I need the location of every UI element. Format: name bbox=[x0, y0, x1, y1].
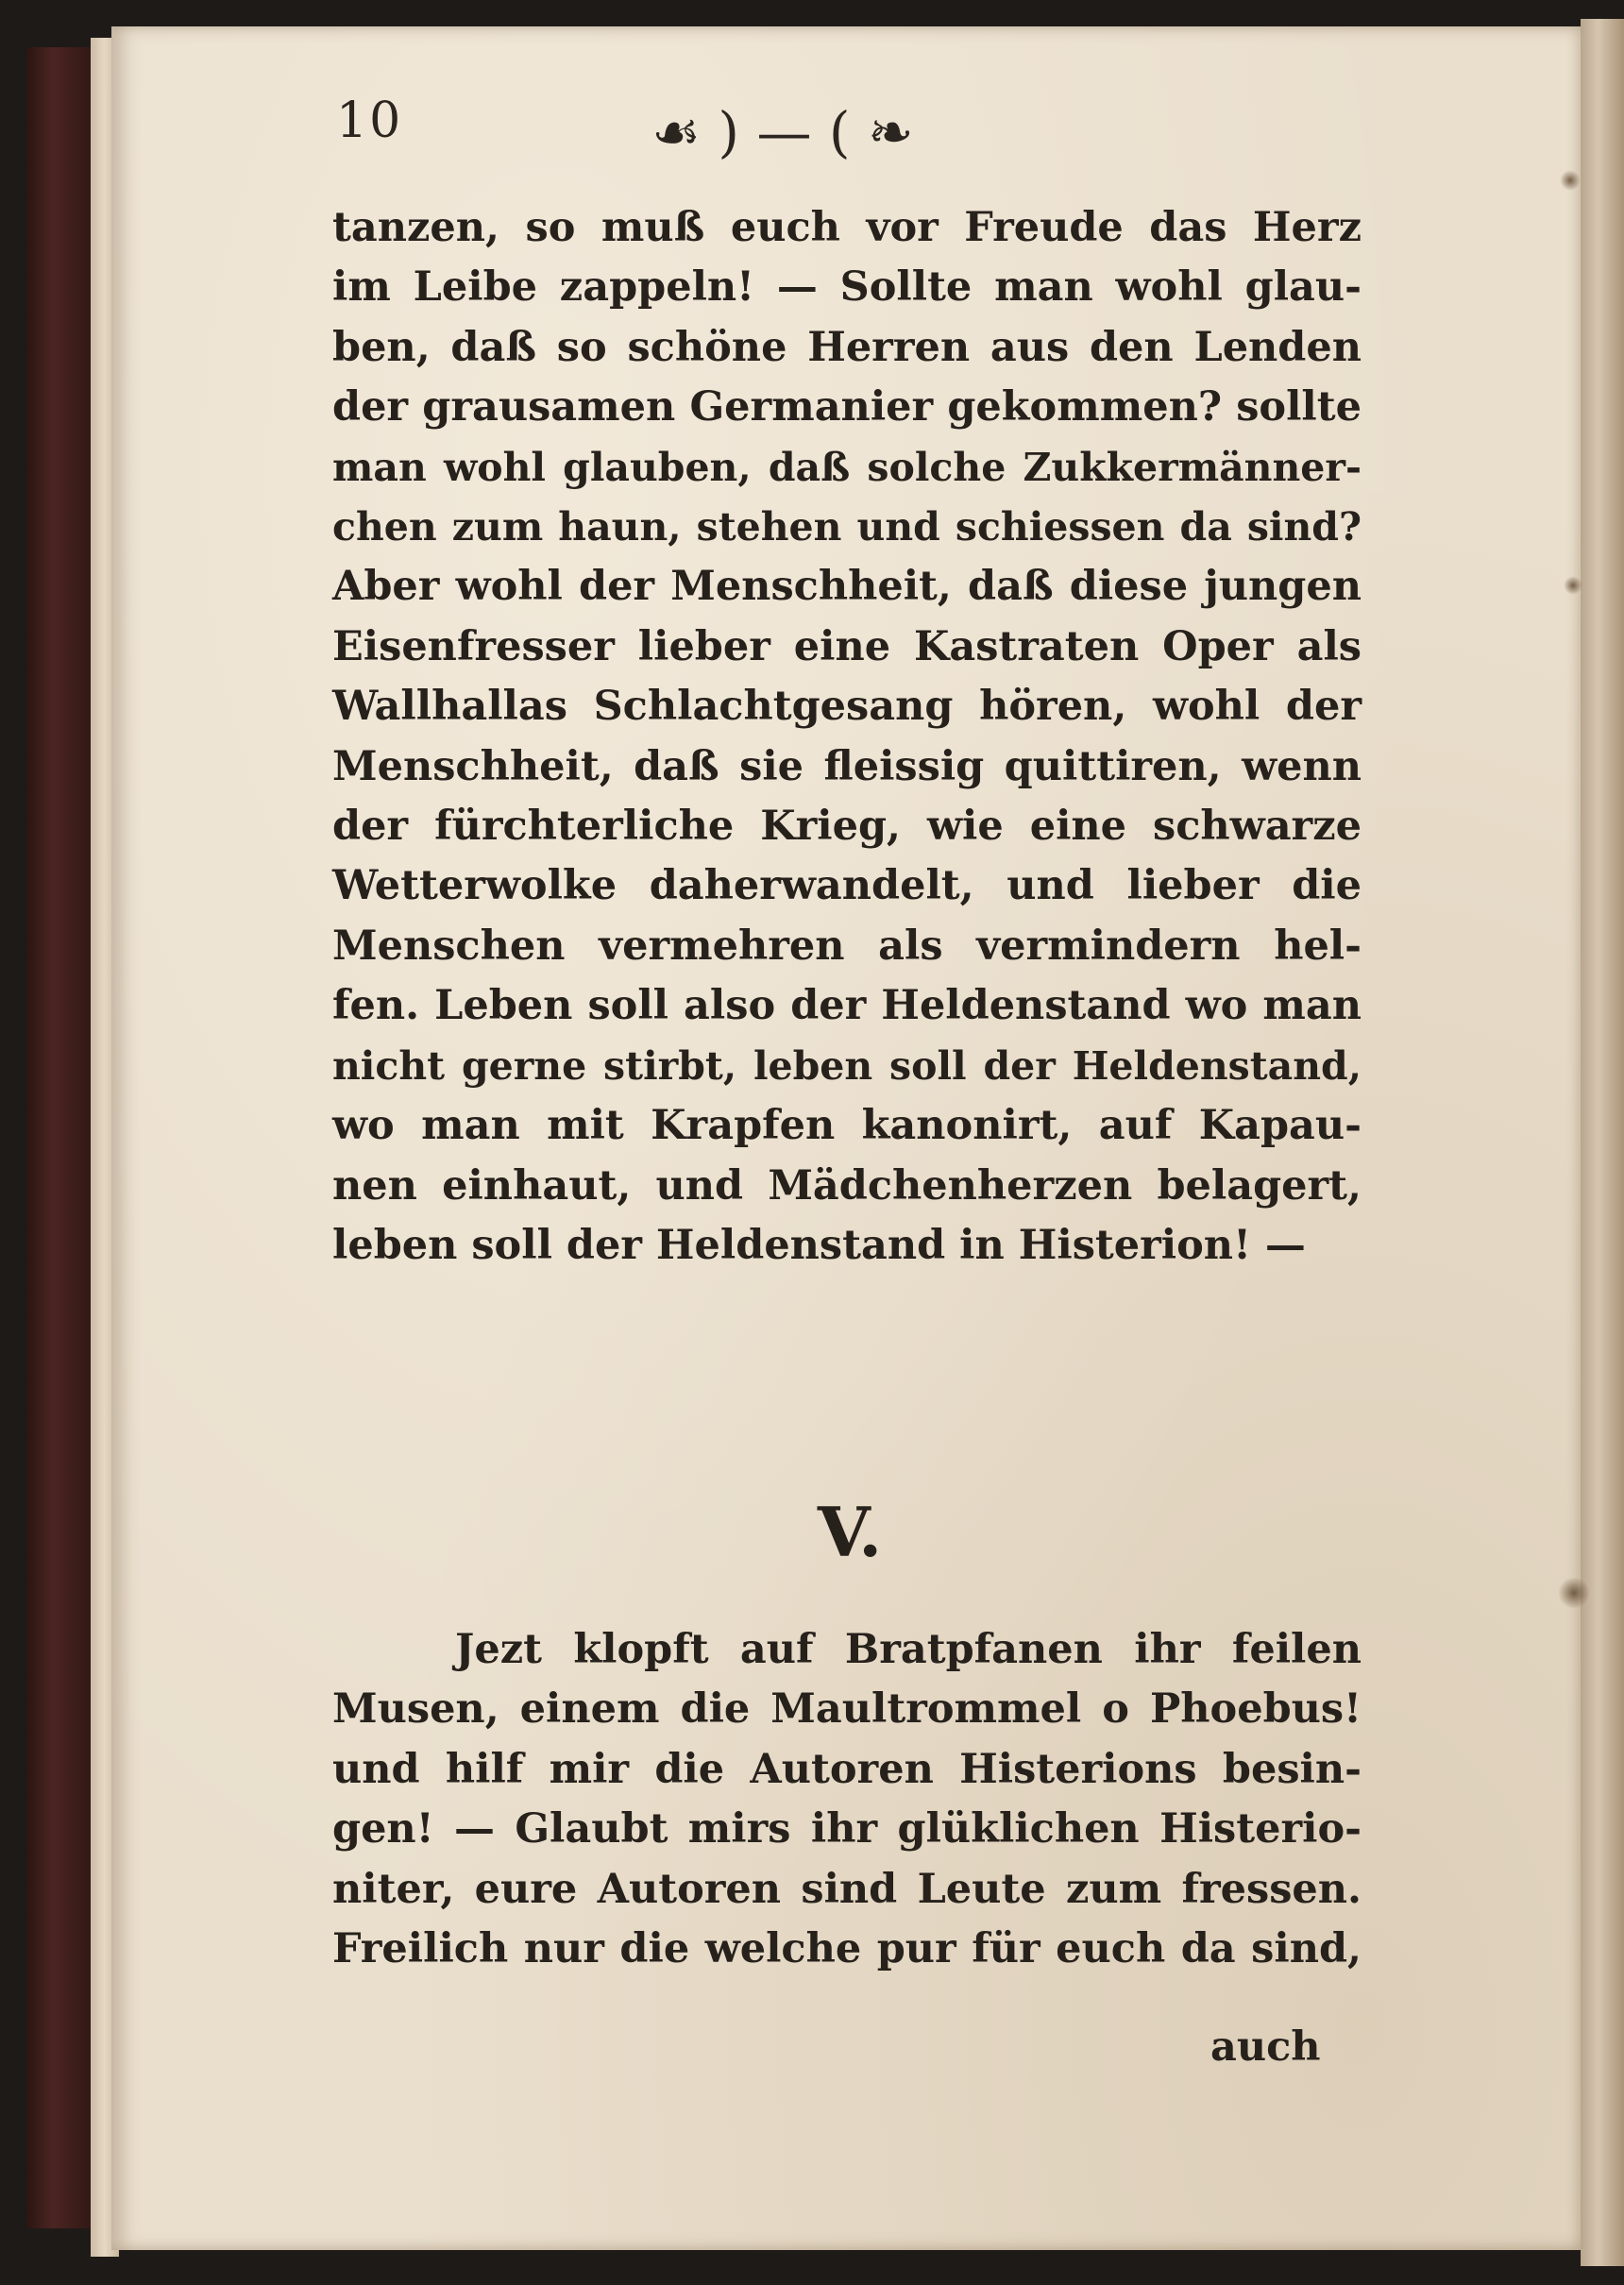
text-line: Wallhallas Schlachtgesang hören, wohl der bbox=[332, 683, 1362, 731]
facing-page-edge bbox=[1581, 19, 1624, 2266]
page-number: 10 bbox=[336, 93, 403, 149]
text-line: Menschen vermehren als vermindern hel- bbox=[332, 922, 1362, 970]
text-line: leben soll der Heldenstand in Histerion! — bbox=[332, 1221, 1306, 1269]
text-line: nen einhaut, und Mädchenherzen belagert, bbox=[332, 1161, 1362, 1210]
text-line: der fürchterliche Krieg, wie eine schwarze bbox=[332, 803, 1362, 851]
section-heading: V. bbox=[817, 1492, 883, 1572]
paper-blemish bbox=[1564, 576, 1582, 595]
text-line: Jezt klopft auf Bratpfanen ihr feilen bbox=[455, 1626, 1362, 1673]
text-line: wo man mit Krapfen kanonirt, auf Kapau- bbox=[332, 1102, 1362, 1150]
text-line: man wohl glauben, daß solche Zukkermänner- bbox=[332, 444, 1362, 490]
text-line: Aber wohl der Menschheit, daß diese jungen bbox=[332, 563, 1362, 611]
paper-blemish bbox=[1560, 170, 1581, 191]
text-line: Wetterwolke daherwandelt, und lieber die bbox=[332, 862, 1362, 910]
catchword: auch bbox=[1210, 2023, 1321, 2071]
text-line: Musen, einem die Maultrommel o Phoebus! bbox=[332, 1685, 1362, 1734]
text-line: im Leibe zappeln! — Sollte man wohl glau- bbox=[332, 263, 1362, 312]
text-line: ben, daß so schöne Herren aus den Lenden bbox=[332, 323, 1362, 371]
text-line: Eisenfresser lieber eine Kastraten Oper als bbox=[332, 622, 1362, 670]
text-line: gen! — Glaubt mirs ihr glüklichen Histerio- bbox=[332, 1805, 1362, 1853]
paragraph-2 bbox=[332, 1620, 1362, 1979]
header-ornament: ☙ ) — ( ❧ bbox=[651, 100, 914, 164]
text-line: chen zum haun, stehen und schiessen da sind? bbox=[332, 504, 1362, 550]
paper-blemish bbox=[1558, 1577, 1590, 1609]
text-line: nicht gerne stirbt, leben soll der Heldenstand, bbox=[332, 1042, 1362, 1089]
text-line: der grausamen Germanier gekommen? sollte bbox=[332, 383, 1362, 432]
text-line: tanzen, so muß euch vor Freude das Herz bbox=[332, 204, 1362, 251]
text-line: fen. Leben soll also der Heldenstand wo man bbox=[332, 982, 1362, 1030]
text-line: Freilich nur die welche pur für euch da sind, bbox=[332, 1925, 1362, 1973]
paragraph-1 bbox=[332, 198, 1362, 1276]
text-line: niter, eure Autoren sind Leute zum fressen. bbox=[332, 1865, 1362, 1913]
text-line: und hilf mir die Autoren Histerions besin- bbox=[332, 1745, 1362, 1793]
text-line: Menschheit, daß sie fleissig quittiren, wenn bbox=[332, 742, 1362, 790]
